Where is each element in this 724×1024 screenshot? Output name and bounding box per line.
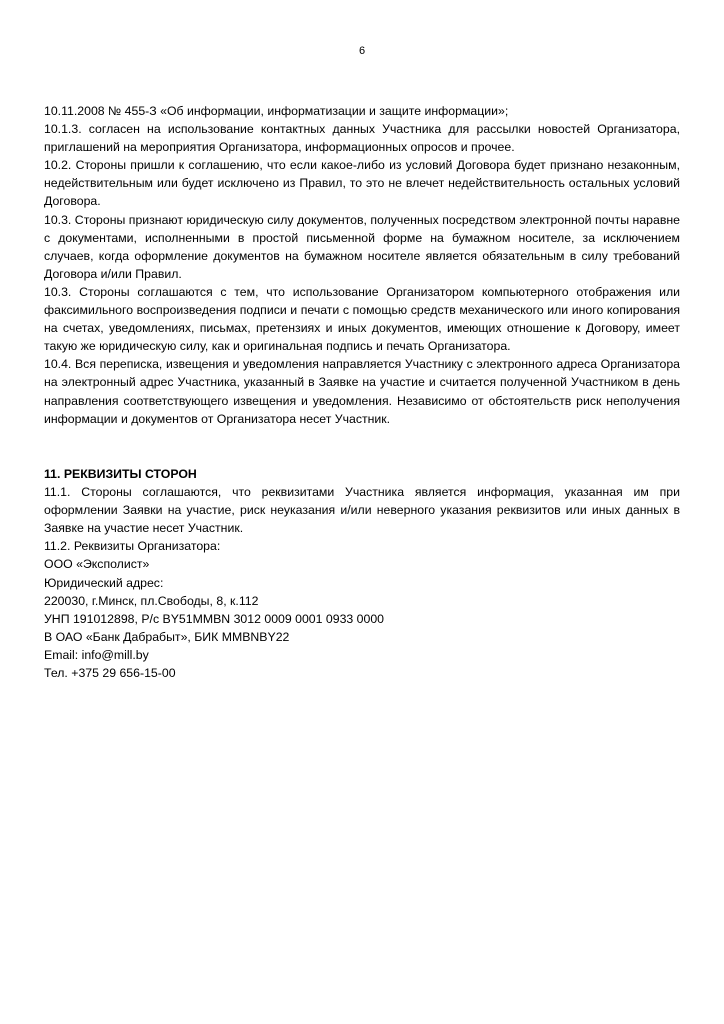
- page-number: 6: [358, 45, 366, 57]
- legal-address-value: 220030, г.Минск, пл.Свободы, 8, к.112: [44, 593, 259, 608]
- section-11-heading: 11. РЕКВИЗИТЫ СТОРОН: [44, 467, 197, 481]
- section-10-continuation: [44, 102, 680, 428]
- requisites-line: 11.2. Реквизиты Организатора:: [44, 539, 221, 554]
- paragraph-10-4: 10.4. Вся переписка, извещения и уведомления направляется Участнику с электронного адреса Организатора на электронный адрес Участника, указанный в Заявке на участие и считается полученной Участником в день направления соответствующего извещения и уведомления. Независимо от обстоятельств риск неполучения информации и документов от Организатора несет Участник.: [44, 357, 680, 426]
- phone-line: Тел. +375 29 656-15-00: [44, 666, 176, 681]
- paragraph-law-reference: 10.11.2008 № 455-З «Об информации, информатизации и защите информации»;: [44, 104, 509, 118]
- paragraph-11-1: 11.1. Стороны соглашаются, что реквизитами Участника является информация, указанная им при оформлении Заявки на участие, риск неуказания и/или неверного указания реквизитов или иных данных в Заявке на участие несет Участник.: [44, 485, 680, 536]
- organizer-name: ООО «Эксполист»: [44, 557, 150, 572]
- paragraph-10-3-email-docs: 10.3. Стороны признают юридическую силу документов, полученных посредством электронной почты наравне с документами, исполненными в простой письменной форме на бумажном носителе, за исключением случаев, когда оформление документов на бумажном носителе является обязательным в силу требований Договора и/или Правил.: [44, 212, 680, 281]
- bank-account-line: УНП 191012898, Р/с BY51MMBN 3012 0009 0001 0933 0000: [44, 611, 385, 626]
- email-line: Email: info@mill.by: [44, 647, 149, 662]
- section-11-requisites: [44, 465, 680, 682]
- paragraph-10-3-facsimile: 10.3. Стороны соглашаются с тем, что использование Организатором компьютерного отображения или факсимильного воспроизведения подписи и печати с помощью средств механического или иного копирования на счетах, уведомлениях, письмах, претензиях и иных документов, имеющих отношение к Договору, имеет такую же юридическую силу, как и оригинальная подпись и печать Организатора.: [44, 284, 680, 354]
- paragraph-10-2: 10.2. Стороны пришли к соглашению, что если какое-либо из условий Договора будет признано незаконным, недействительным или будет исключено из Правил, то это не влечет недействительность остальных условий Договора.: [44, 158, 680, 209]
- bank-name-line: В ОАО «Банк Дабрабыт», БИК MMBNBY22: [44, 629, 290, 644]
- paragraph-10-1-3: 10.1.3. согласен на использование контактных данных Участника для рассылки новостей Организатора, приглашений на мероприятия Организатора, информационных опросов и прочее.: [44, 122, 680, 155]
- legal-address-label: Юридический адрес:: [44, 575, 164, 590]
